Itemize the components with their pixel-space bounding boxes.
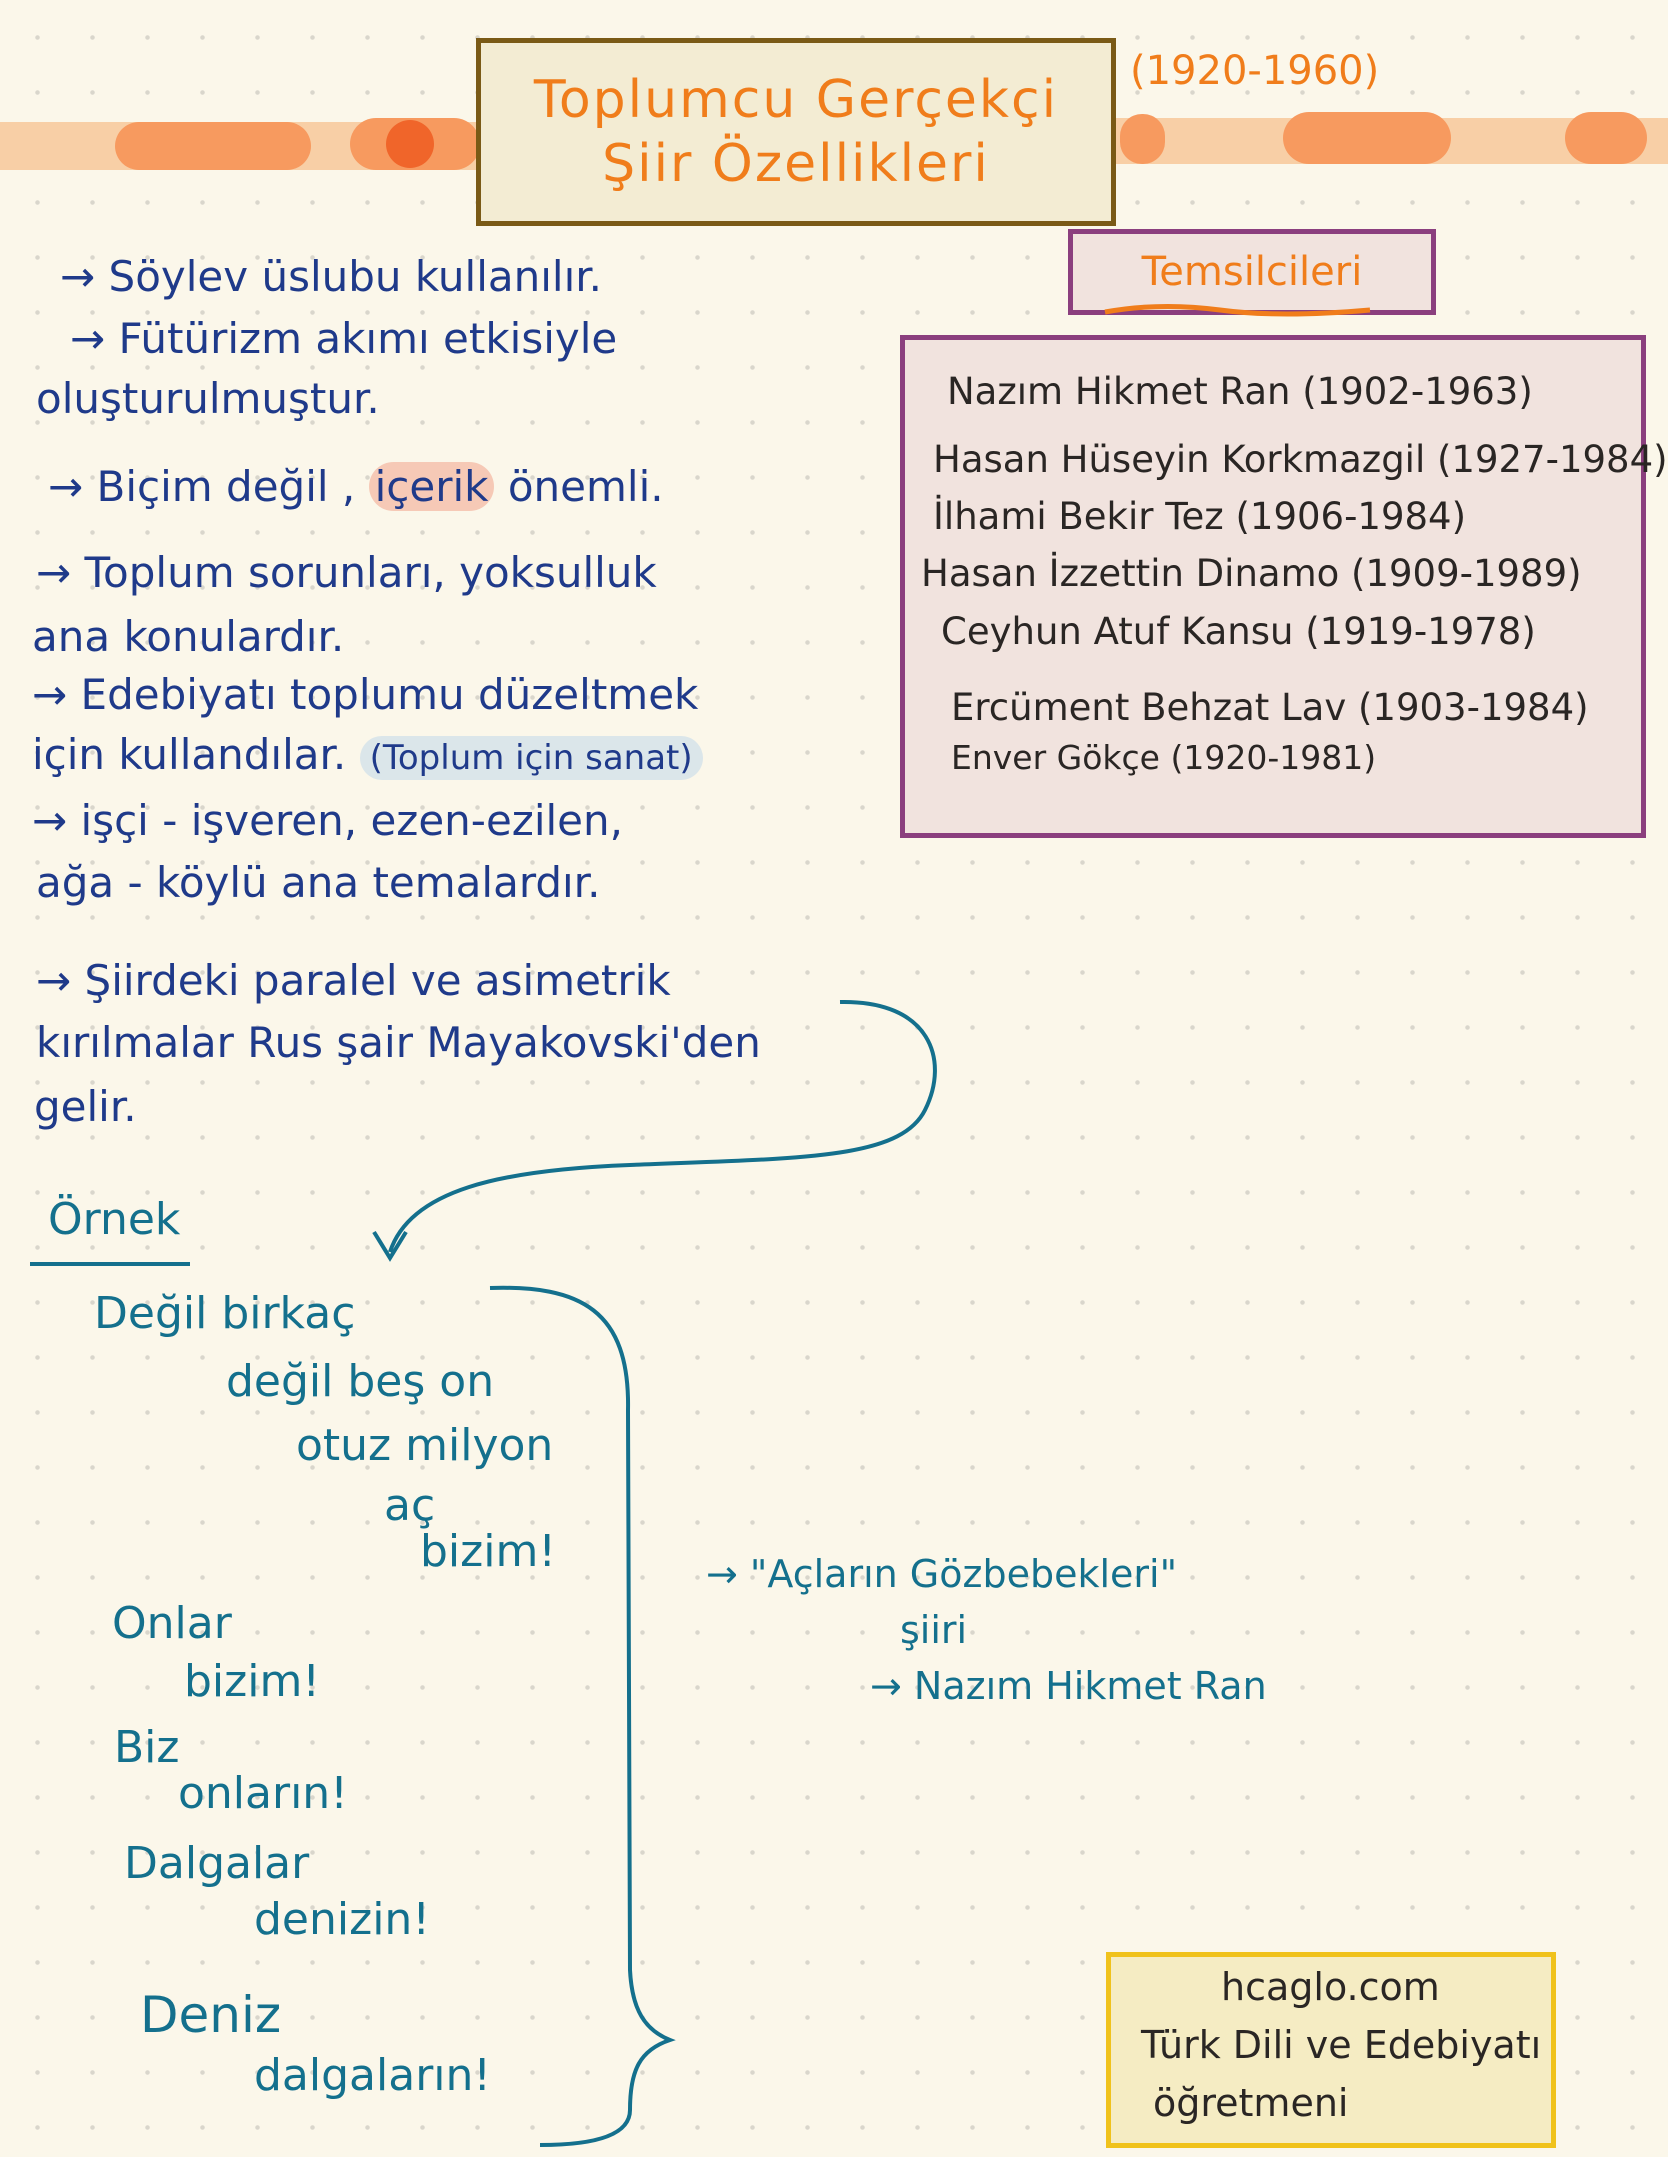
representatives-label: Temsilcileri (1141, 249, 1363, 295)
poem-line: bizim! (184, 1656, 320, 1707)
credit-site: hcaglo.com (1221, 1965, 1440, 2009)
feature-6b: ağa - köylü ana temalardır. (36, 858, 601, 907)
poem-author-note: → Nazım Hikmet Ran (870, 1664, 1267, 1708)
poem-line: dalgaların! (254, 2050, 492, 2101)
feature-5a: → Edebiyatı toplumu düzeltmek (32, 670, 699, 719)
poem-title-note-2: şiiri (900, 1608, 968, 1652)
feature-4b: ana konulardır. (32, 612, 345, 661)
credit-box (1106, 1952, 1556, 2148)
title-box (476, 38, 1116, 226)
representative-item: İlhami Bekir Tez (1906-1984) (933, 495, 1467, 538)
example-heading-underline (30, 1262, 190, 1266)
representative-item: Hasan Hüseyin Korkmazgil (1927-1984) (933, 438, 1668, 481)
feature-4a: → Toplum sorunları, yoksulluk (36, 548, 657, 597)
feature-1: → Söylev üslubu kullanılır. (60, 252, 603, 301)
poem-line: denizin! (254, 1894, 430, 1945)
feature-6a: → işçi - işveren, ezen-ezilen, (32, 796, 623, 845)
representative-item: Hasan İzzettin Dinamo (1909-1989) (921, 552, 1582, 595)
representative-item: Ercüment Behzat Lav (1903-1984) (951, 686, 1589, 729)
poem-title-note: → "Açların Gözbebekleri" (706, 1552, 1178, 1596)
poem-line: otuz milyon (296, 1420, 554, 1471)
highlighted-word: içerik (369, 462, 495, 511)
orange-underline-squiggle (1100, 300, 1380, 320)
feature-3 (48, 462, 664, 511)
feature-2a: → Fütürizm akımı etkisiyle (70, 314, 618, 363)
poem-line: Dalgalar (124, 1838, 310, 1889)
feature-3-start: → Biçim değil , (48, 462, 356, 511)
poem-line: Biz (114, 1722, 180, 1773)
curly-brace (480, 1270, 680, 2150)
example-heading: Örnek (48, 1194, 181, 1245)
feature-2b: oluşturulmuştur. (36, 374, 380, 423)
representatives-list (900, 335, 1668, 838)
poem-line: değil beş on (226, 1356, 495, 1407)
representative-item: Enver Gökçe (1920-1981) (951, 738, 1377, 777)
feature-7b: kırılmalar Rus şair Mayakovski'den (36, 1018, 761, 1067)
feature-5-text: için kullandılar. (32, 730, 347, 779)
poem-line: bizim! (420, 1526, 556, 1577)
page-title-line1: Toplumcu Gerçekçi (533, 70, 1059, 130)
representative-item: Ceyhun Atuf Kansu (1919-1978) (941, 610, 1536, 653)
feature-7a: → Şiirdeki paralel ve asimetrik (36, 956, 671, 1005)
representative-item: Nazım Hikmet Ran (1902-1963) (947, 370, 1533, 413)
poem-line: Değil birkaç (94, 1288, 356, 1339)
period-years: (1920-1960) (1130, 48, 1380, 94)
feature-3-end: önemli. (507, 462, 664, 511)
feature-5 (32, 730, 703, 779)
credit-subject: Türk Dili ve Edebiyatı (1141, 2023, 1542, 2067)
poem-line: aç (384, 1480, 436, 1531)
page-title-line2: Şiir Özellikleri (602, 134, 990, 194)
highlighted-note: (Toplum için sanat) (360, 736, 703, 780)
feature-7c: gelir. (34, 1082, 137, 1131)
poem-line: onların! (178, 1768, 348, 1819)
credit-role: öğretmeni (1153, 2081, 1349, 2125)
curved-arrow (370, 990, 940, 1280)
poem-line: Onlar (112, 1598, 232, 1649)
poem-line: Deniz (140, 1986, 282, 2044)
